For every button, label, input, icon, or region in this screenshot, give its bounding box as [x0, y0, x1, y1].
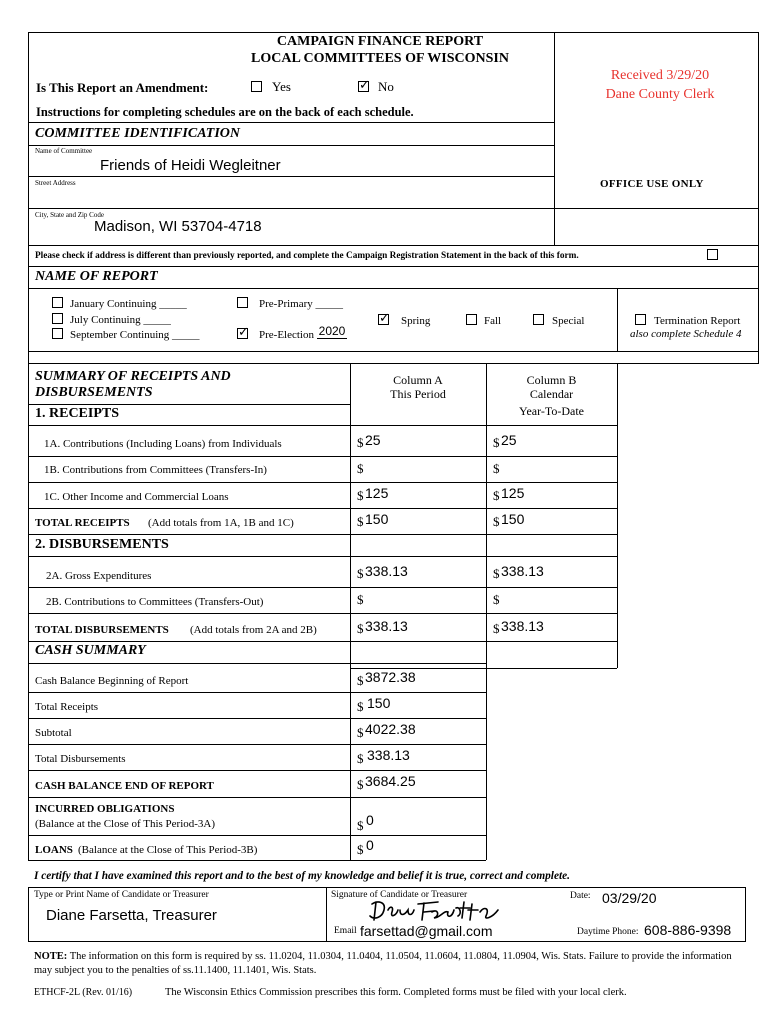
pre-primary-label: Pre-Primary _____ [259, 298, 344, 310]
incurred-obligations-note: (Balance at the Close of This Period-3A) [35, 818, 216, 830]
cash-end-label: CASH BALANCE END OF REPORT [35, 780, 214, 792]
january-checkbox[interactable] [52, 297, 63, 308]
committee-name-label: Name of Committee [35, 147, 93, 155]
column-b-header-line3: Year-To-Date [518, 404, 584, 418]
total-receipts-note: (Add totals from 1A, 1B and 1C) [148, 517, 294, 529]
cash-total-disbursements-value[interactable]: 338.13 [367, 747, 410, 763]
dollar-sign: $ [493, 566, 500, 581]
total-receipts-label: TOTAL RECEIPTS [35, 517, 130, 529]
amendment-no-label: No [378, 79, 394, 94]
termination-label: Termination Report [654, 315, 741, 327]
dollar-sign: $ [357, 725, 364, 740]
amendment-yes-checkbox[interactable] [251, 81, 262, 92]
dollar-sign: $ [357, 842, 364, 857]
candidate-name-label: Type or Print Name of Candidate or Treasurer [34, 890, 209, 900]
signature-image [368, 896, 508, 926]
column-a-header-line1: Column A [393, 373, 443, 387]
fall-label: Fall [484, 315, 502, 327]
street-address-label: Street Address [35, 179, 76, 187]
special-checkbox[interactable] [533, 314, 544, 325]
dollar-sign: $ [357, 673, 364, 688]
total-disbursements-column-b[interactable]: 338.13 [501, 618, 544, 634]
pre-primary-checkbox[interactable] [237, 297, 248, 308]
form-identifier: ETHCF-2L (Rev. 01/16) [34, 987, 133, 998]
form-title-line1: CAMPAIGN FINANCE REPORT [276, 34, 484, 49]
dollar-sign: $ [493, 621, 500, 636]
handwritten-signature [368, 896, 508, 926]
dollar-sign: $ [357, 699, 364, 714]
committee-name-value[interactable]: Friends of Heidi Wegleitner [100, 157, 281, 174]
row-2a-column-b[interactable]: 338.13 [501, 563, 544, 579]
termination-note: also complete Schedule 4 [630, 328, 742, 340]
total-disbursements-note: (Add totals from 2A and 2B) [190, 624, 317, 636]
candidate-name-value[interactable]: Diane Farsetta, Treasurer [46, 907, 217, 924]
name-of-report-heading: NAME OF REPORT [35, 269, 158, 284]
note-label: NOTE: [34, 951, 68, 962]
pre-election-value[interactable]: 2020 [318, 324, 346, 338]
dollar-sign: $ [357, 461, 364, 476]
cash-subtotal-value[interactable]: 4022.38 [365, 721, 416, 737]
row-2a-label: 2A. Gross Expenditures [46, 570, 152, 582]
received-stamp-line1: Received 3/29/20 [610, 68, 710, 83]
total-receipts-column-b[interactable]: 150 [501, 511, 525, 527]
cash-subtotal-label: Subtotal [35, 727, 72, 739]
total-disbursements-label: TOTAL DISBURSEMENTS [35, 624, 169, 636]
daytime-phone-label: Daytime Phone: [577, 927, 639, 937]
summary-heading-line1: SUMMARY OF RECEIPTS AND [35, 369, 231, 384]
received-stamp-line2: Dane County Clerk [605, 87, 715, 102]
row-1c-label: 1C. Other Income and Commercial Loans [44, 491, 229, 503]
column-a-header-line2: This Period [390, 387, 446, 401]
pre-election-checkbox[interactable] [237, 328, 248, 339]
july-checkbox[interactable] [52, 313, 63, 324]
incurred-obligations-label: INCURRED OBLIGATIONS [35, 803, 175, 815]
spring-label: Spring [401, 315, 431, 327]
column-b-header-line2: Calendar [529, 387, 574, 401]
dollar-sign: $ [493, 461, 500, 476]
disbursements-heading: 2. DISBURSEMENTS [35, 537, 169, 552]
note-text: The information on this form is required by ss. 11.0204, 11.0304, 11.0404, 11.0504, 11.0604, 11.0804, 11.0904, Wis. Stats. Failure to provide the information may subject you to the penalties of ss.11.1400, 11.1401, Wis. Stats. [34, 951, 732, 976]
dollar-sign: $ [357, 566, 364, 581]
july-label: July Continuing _____ [70, 314, 171, 326]
email-value[interactable]: farsettad@gmail.com [360, 923, 493, 939]
summary-heading-line2: DISBURSEMENTS [35, 385, 153, 400]
dollar-sign: $ [493, 488, 500, 503]
committee-identification-heading: COMMITTEE IDENTIFICATION [35, 126, 240, 141]
row-1a-column-b[interactable]: 25 [501, 432, 517, 448]
dollar-sign: $ [357, 777, 364, 792]
loans-label: LOANS [35, 844, 73, 856]
termination-checkbox[interactable] [635, 314, 646, 325]
dollar-sign: $ [493, 514, 500, 529]
september-checkbox[interactable] [52, 328, 63, 339]
cash-end-value[interactable]: 3684.25 [365, 773, 416, 789]
dollar-sign: $ [357, 592, 364, 607]
form-title-line2: LOCAL COMMITTEES OF WISCONSIN [251, 51, 509, 66]
amendment-yes-label: Yes [272, 79, 291, 94]
dollar-sign: $ [493, 435, 500, 450]
dollar-sign: $ [357, 621, 364, 636]
dollar-sign: $ [357, 514, 364, 529]
dollar-sign: $ [357, 818, 364, 833]
row-2a-column-a[interactable]: 338.13 [365, 563, 408, 579]
january-label: January Continuing _____ [70, 298, 187, 310]
address-change-instruction: Please check if address is different than previously reported, and complete the Campaign Registration Statement in the back of this form. [35, 251, 579, 261]
row-1c-column-b[interactable]: 125 [501, 485, 525, 501]
cash-total-disbursements-label: Total Disbursements [35, 753, 126, 765]
total-receipts-column-a[interactable]: 150 [365, 511, 389, 527]
cash-summary-heading: CASH SUMMARY [35, 643, 146, 658]
receipts-heading: 1. RECEIPTS [35, 406, 120, 421]
office-use-label: OFFICE USE ONLY [600, 178, 704, 190]
column-b-header-line1: Column B [526, 373, 577, 387]
daytime-phone-value[interactable]: 608-886-9398 [644, 922, 732, 938]
row-1b-label: 1B. Contributions from Committees (Transfers-In) [44, 464, 267, 476]
pre-election-label: Pre-Election [259, 329, 314, 341]
september-label: September Continuing _____ [70, 329, 200, 341]
amendment-question: Is This Report an Amendment: [36, 80, 209, 95]
dollar-sign: $ [357, 435, 364, 450]
date-label: Date: [570, 891, 591, 901]
row-1a-label: 1A. Contributions (Including Loans) from Individuals [44, 438, 282, 450]
prescribes-statement: The Wisconsin Ethics Commission prescribes this form. Completed forms must be filed with your local clerk. [165, 987, 627, 998]
instructions-text: Instructions for completing schedules are on the back of each schedule. [36, 105, 414, 119]
city-state-zip-value[interactable]: Madison, WI 53704-4718 [94, 218, 262, 235]
dollar-sign: $ [357, 751, 364, 766]
fall-checkbox[interactable] [466, 314, 477, 325]
row-1c-column-a[interactable]: 125 [365, 485, 389, 501]
cash-total-receipts-label: Total Receipts [35, 701, 99, 713]
amendment-no-checkbox[interactable] [358, 81, 369, 92]
dollar-sign: $ [357, 488, 364, 503]
spring-checkbox[interactable] [378, 314, 389, 325]
special-label: Special [552, 315, 585, 327]
city-state-zip-label: City, State and Zip Code [35, 211, 104, 219]
cash-total-receipts-value[interactable]: 150 [367, 695, 391, 711]
incurred-obligations-value[interactable]: 0 [366, 812, 374, 828]
address-change-checkbox[interactable] [707, 249, 718, 260]
cash-beginning-value[interactable]: 3872.38 [365, 669, 416, 685]
loans-note: (Balance at the Close of This Period-3B) [78, 844, 258, 856]
row-2b-label: 2B. Contributions to Committees (Transfers-Out) [46, 596, 264, 608]
loans-value[interactable]: 0 [366, 837, 374, 853]
email-label: Email [334, 926, 357, 936]
total-disbursements-column-a[interactable]: 338.13 [365, 618, 408, 634]
signature-label: Signature of Candidate or Treasurer [331, 890, 468, 900]
certification-statement: I certify that I have examined this report and to the best of my knowledge and belief it is true, correct and complete. [34, 870, 570, 882]
cash-beginning-label: Cash Balance Beginning of Report [35, 675, 189, 687]
footer-note [34, 950, 746, 978]
dollar-sign: $ [493, 592, 500, 607]
row-1a-column-a[interactable]: 25 [365, 432, 381, 448]
date-value[interactable]: 03/29/20 [602, 890, 657, 906]
